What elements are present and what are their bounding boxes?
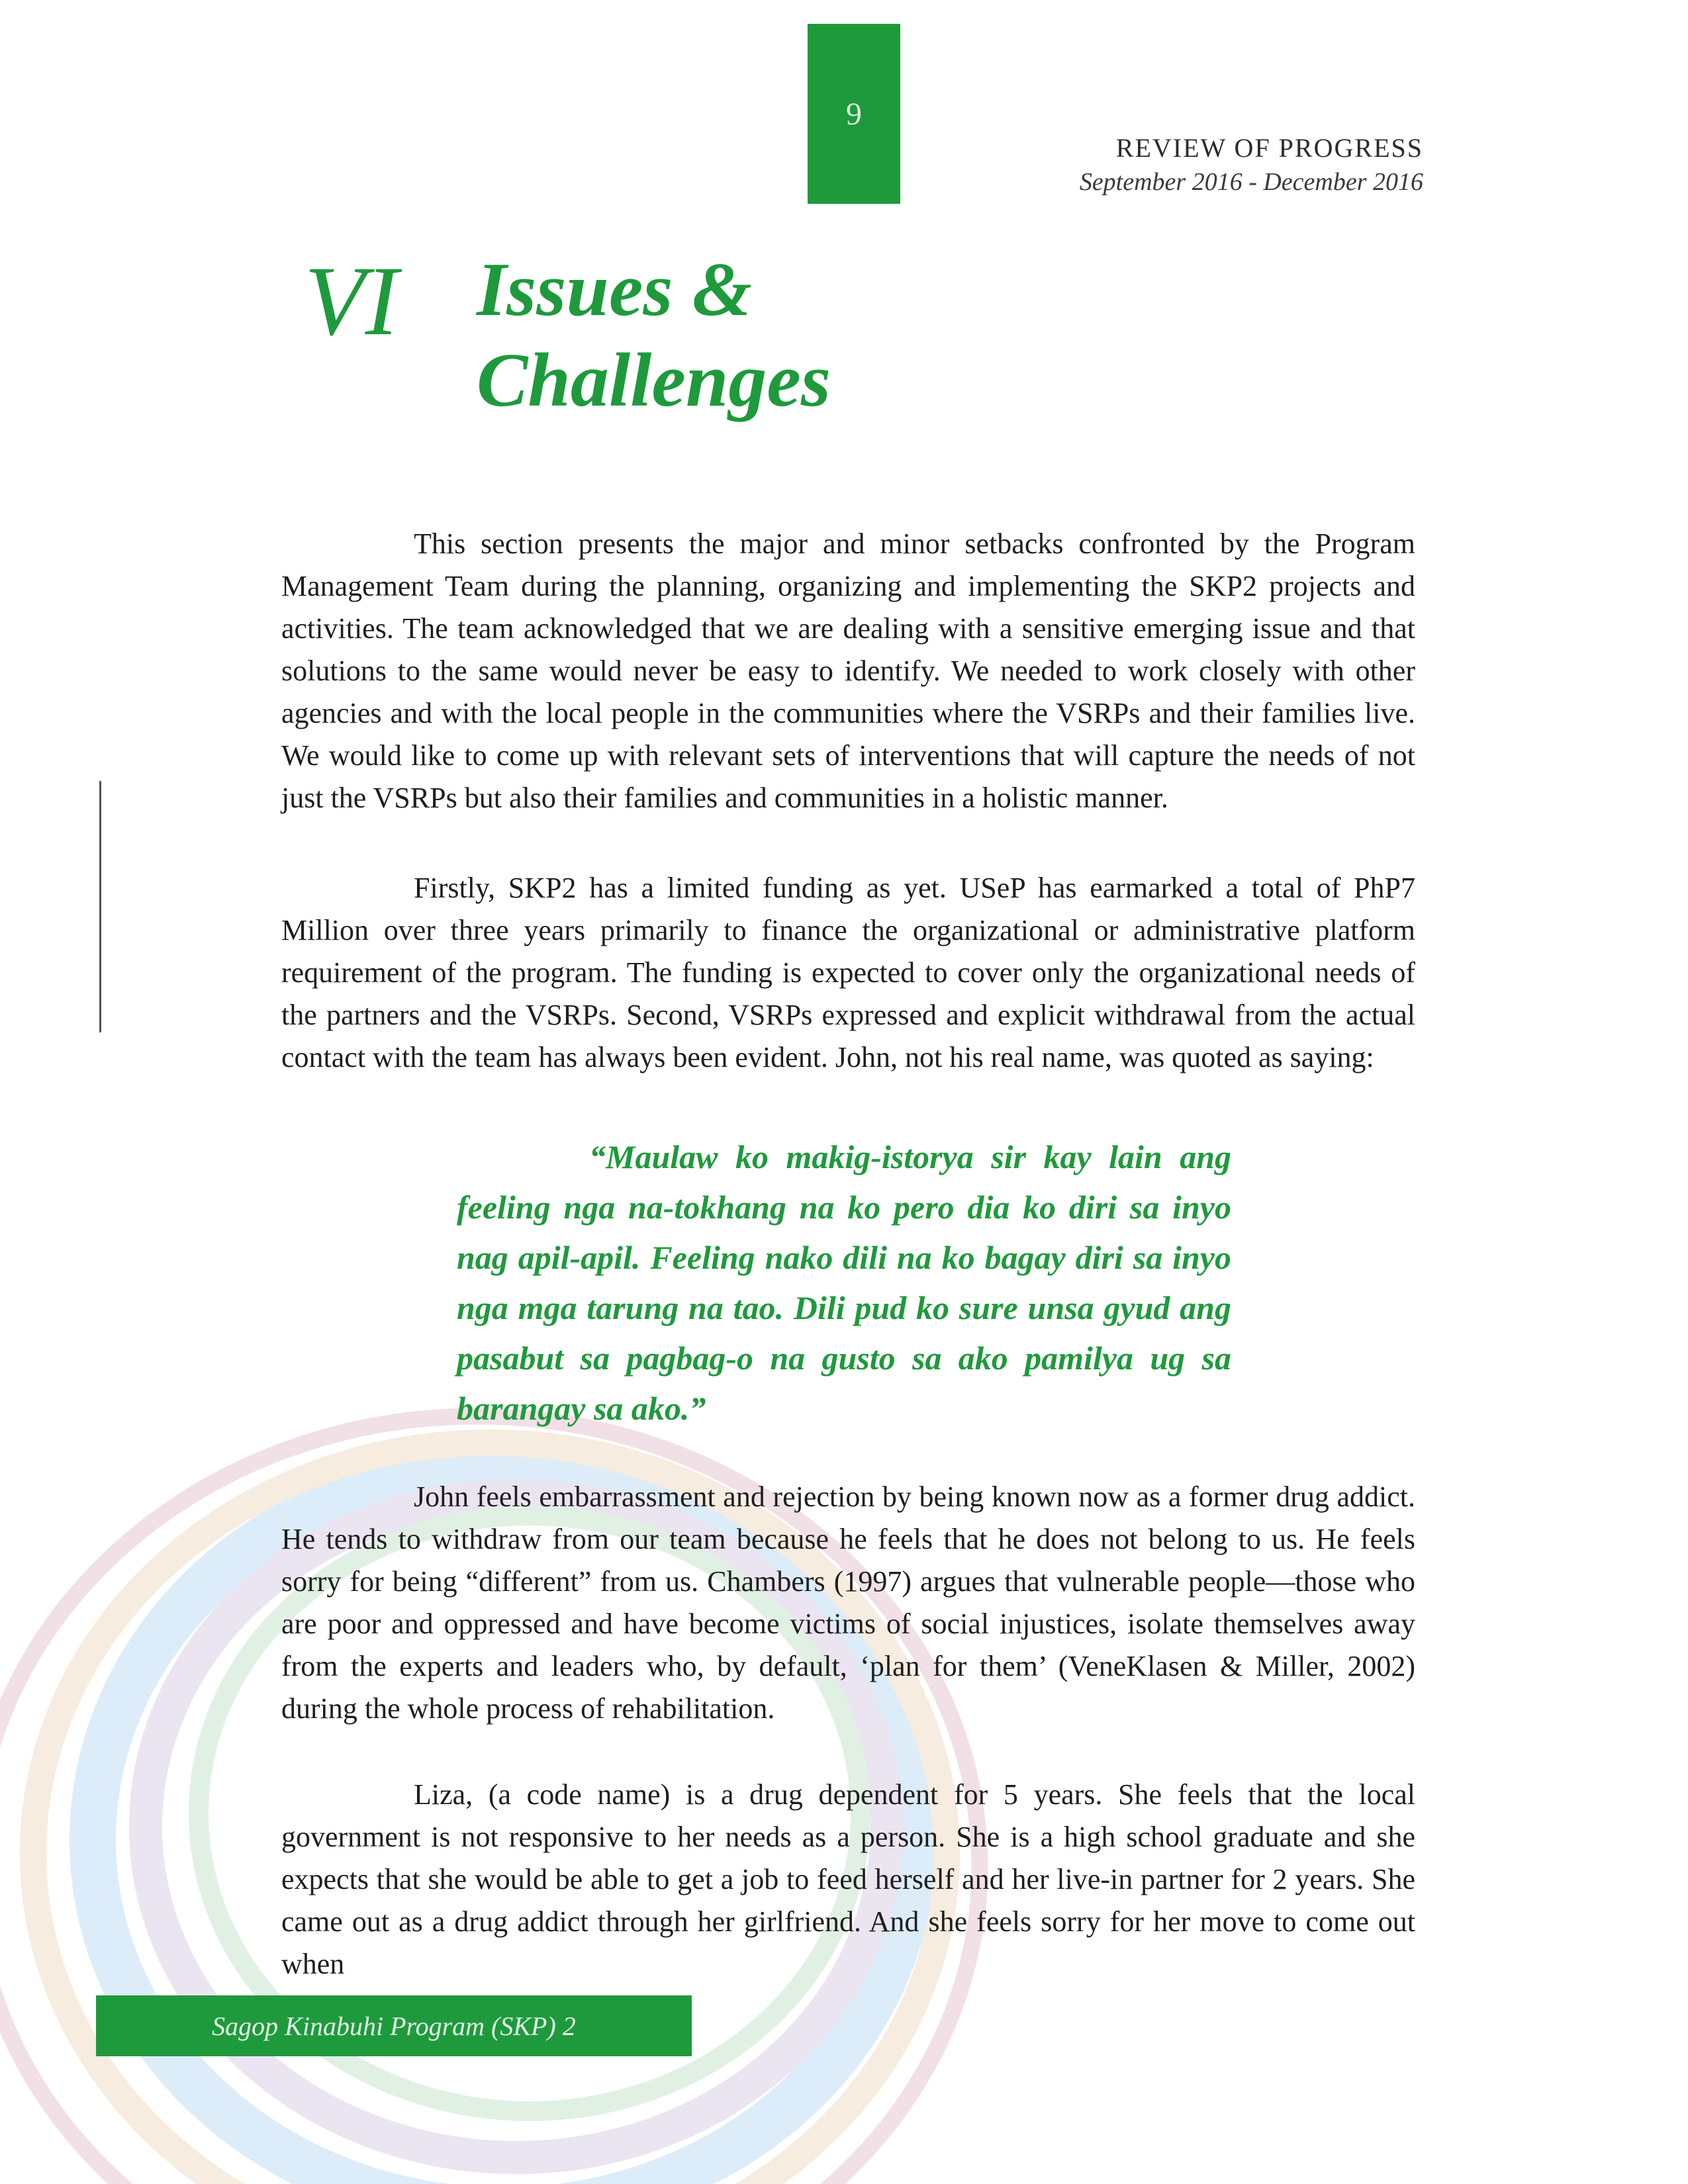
page-number-tab bbox=[808, 24, 900, 204]
header-title: REVIEW OF PROGRESS bbox=[1115, 133, 1423, 163]
paragraph-text: Liza, (a code name) is a drug dependent for 5 years. She feels that the local government is not responsive to her needs as a person. She is a high school graduate and she expects that she would be able to get a job to feed herself and her live-in partner for 2 years. She came out as a drug addict through her girlfriend. And she feels sorry for her move to come out when bbox=[281, 1778, 1415, 1980]
paragraph-text: John feels embarrassment and rejection by being known now as a former drug addict. He tends to withdraw from our team because he feels that he does not belong to us. He feels sorry for being “different” from us. Chambers (1997) argues that vulnerable people—those who are poor and oppressed and have become victims of social injustices, isolate themselves away from the experts and leaders who, by default, ‘plan for them’ (VeneKlasen & Miller, 2002) during the whole process of rehabilitation. bbox=[281, 1480, 1415, 1725]
page-number: 9 bbox=[846, 96, 862, 132]
paragraph-text: Firstly, SKP2 has a limited funding as yet. USeP has earmarked a total of PhP7 Million over three years primarily to finance the organizational or administrative platform requirement of the program. The funding is expected to cover only the organizational needs of the partners and the VSRPs. Second, VSRPs expressed and explicit withdrawal from the actual contact with the team has always been evident. John, not his real name, was quoted as saying: bbox=[281, 872, 1415, 1073]
scan-margin-line bbox=[99, 781, 101, 1032]
running-header bbox=[1080, 132, 1423, 197]
paragraph-intro bbox=[281, 523, 1415, 819]
chapter-numeral: VI bbox=[305, 246, 399, 356]
footer-program-name: Sagop Kinabuhi Program (SKP) 2 bbox=[212, 2011, 576, 2041]
chapter-title bbox=[477, 245, 831, 426]
paragraph-text: This section presents the major and minor setbacks confronted by the Program Management Team during the planning, organizing and implementing the SKP2 projects and activities. The team acknowledged that we are dealing with a sensitive emerging issue and that solutions to the same would never be easy to identify. We needed to work closely with other agencies and with the local people in the communities where the VSRPs and their families live. We would like to come up with relevant sets of interventions that will capture the needs of not just the VSRPs but also their families and communities in a holistic manner. bbox=[281, 527, 1415, 814]
header-date-range: September 2016 - December 2016 bbox=[1079, 168, 1423, 196]
paragraph-liza bbox=[281, 1774, 1415, 1985]
block-quote: “Maulaw ko makig-istorya sir kay lain ang feeling nga na-tokhang na ko pero dia ko diri sa inyo nag apil-apil. Feeling nako dili na ko bagay diri sa inyo nga mga tarung na tao. Dili pud ko sure unsa gyud ang pasabut sa pagbag-o na gusto sa ako pamilya ug sa barangay sa ako.” bbox=[457, 1138, 1231, 1427]
paragraph-funding bbox=[281, 867, 1415, 1079]
paragraph-john bbox=[281, 1476, 1415, 1730]
chapter-title-line-1: Issues & bbox=[477, 248, 752, 332]
chapter-title-line-2: Challenges bbox=[477, 338, 831, 423]
footer-band bbox=[96, 1995, 692, 2056]
